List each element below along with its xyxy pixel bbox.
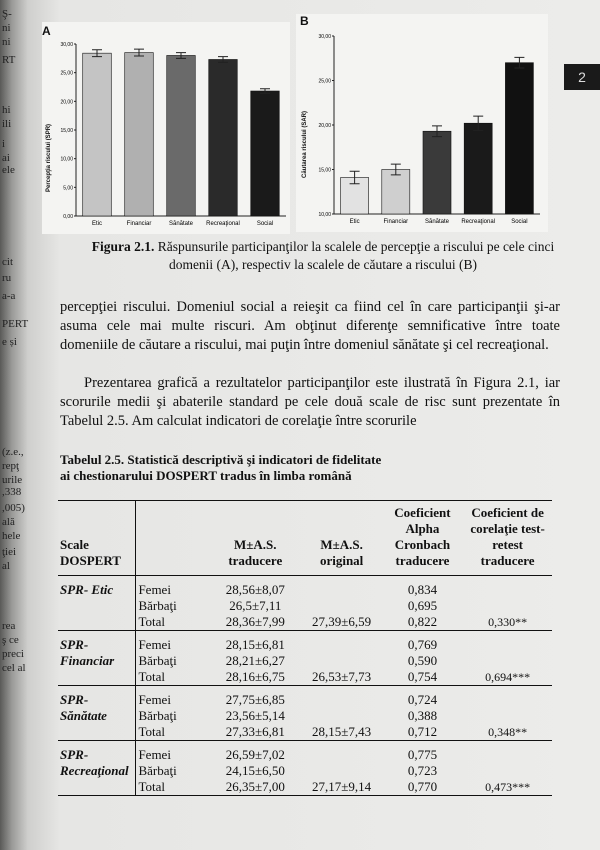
x-tick-label: Etic — [349, 219, 360, 225]
mas-original: 27,39±6,59 — [312, 614, 372, 629]
margin-fragment: cel al — [2, 662, 26, 674]
mas-traducere: 23,56±5,14 — [225, 708, 285, 723]
mas-original — [302, 631, 382, 654]
mas-original — [302, 686, 382, 709]
row-label: Total — [138, 724, 165, 739]
bar-sănătate — [423, 131, 451, 214]
x-tick-label: Sănătate — [168, 221, 194, 227]
y-tick-label: 30,00 — [318, 34, 331, 40]
x-tick-label: Recreaţional — [206, 221, 240, 227]
mas-original: 27,17±9,14 — [312, 779, 372, 794]
mas-original — [302, 763, 382, 779]
margin-fragment: a-a — [2, 290, 16, 302]
alpha-cronbach: 0,754 — [407, 669, 438, 684]
mas-traducere: 28,56±8,07 — [225, 582, 285, 597]
margin-fragment: i — [2, 138, 6, 150]
margin-fragment: preci — [2, 648, 24, 660]
margin-fragment: RT — [2, 54, 16, 66]
scale-name: SPR- Financiar — [58, 631, 136, 686]
margin-fragment: ,005) — [2, 502, 25, 514]
mas-original: 28,15±7,43 — [312, 724, 372, 739]
y-tick-label: 15,00 — [60, 128, 73, 134]
header-label — [136, 501, 209, 576]
margin-fragment: al — [2, 560, 10, 572]
row-label: Bărbaţi — [138, 653, 177, 668]
bar-chart-a — [42, 22, 290, 234]
bar-sănătate — [167, 55, 196, 216]
mas-traducere: 28,36±7,99 — [225, 614, 285, 629]
test-retest: 0,694*** — [485, 670, 531, 684]
bar-financiar — [382, 170, 410, 215]
margin-fragment: hele — [2, 530, 21, 542]
header-mas-trad: M±A.S. traducere — [228, 537, 283, 568]
alpha-cronbach: 0,822 — [407, 614, 438, 629]
test-retest — [463, 763, 552, 779]
header-mas-orig: M±A.S. original — [319, 537, 364, 568]
alpha-cronbach: 0,769 — [407, 637, 438, 652]
y-tick-label: 20,00 — [60, 99, 73, 106]
test-retest — [463, 708, 552, 724]
margin-fragment: ele — [2, 164, 15, 176]
dospert-table — [58, 500, 552, 796]
bar-recreaţional — [464, 123, 492, 214]
panel-b-letter: B — [300, 14, 309, 28]
row-label: Bărbaţi — [138, 708, 177, 723]
row-label: Bărbaţi — [138, 598, 177, 613]
margin-fragment: e și — [2, 336, 17, 348]
mas-traducere: 26,5±7,11 — [229, 598, 282, 613]
paragraph-2: Prezentarea grafică a rezultatelor participanţilor este ilustrată în Figura 2.1, iar scorurile medii şi abaterile standard pe cele două scale de risc sunt prezentate în Tabelul 2.5. Am calculat indicatori de corelaţie între scorurile — [60, 375, 560, 429]
margin-fragment: ş ce — [2, 634, 19, 646]
test-retest: 0,473*** — [485, 780, 531, 794]
scale-name: SPR- Sănătate — [58, 686, 136, 741]
alpha-cronbach: 0,834 — [407, 582, 438, 597]
mas-original — [302, 576, 382, 599]
mas-traducere: 26,35±7,00 — [225, 779, 285, 794]
y-tick-label: 0,00 — [63, 214, 73, 220]
panel-b-ylabel: Căutarea riscului (SAR) — [302, 110, 308, 178]
row-label: Total — [138, 669, 165, 684]
mas-traducere: 28,21±6,27 — [225, 653, 285, 668]
y-tick-label: 15,00 — [318, 167, 331, 174]
table-row — [58, 686, 552, 709]
header-scale: Scale DOSPERT — [58, 501, 136, 576]
bar-social — [251, 91, 280, 216]
y-tick-label: 10,00 — [318, 212, 331, 218]
chart-panel-a — [42, 22, 290, 234]
margin-fragment: ală — [2, 516, 15, 528]
mas-traducere: 27,75±6,85 — [225, 692, 285, 707]
y-tick-label: 20,00 — [318, 123, 331, 129]
alpha-cronbach: 0,723 — [407, 763, 438, 778]
mas-original: 26,53±7,73 — [312, 669, 372, 684]
x-tick-label: Social — [511, 219, 528, 225]
scale-name: SPR- Etic — [58, 576, 136, 631]
bar-etic — [83, 53, 112, 216]
margin-fragment: cit — [2, 256, 13, 268]
mas-traducere: 28,16±6,75 — [225, 669, 285, 684]
table-row — [58, 631, 552, 654]
row-label: Femei — [138, 637, 171, 652]
bar-financiar — [125, 53, 154, 216]
margin-fragment: ţiei — [2, 546, 17, 558]
test-retest — [463, 686, 552, 709]
x-tick-label: Recreaţional — [461, 219, 496, 225]
table-row — [58, 576, 552, 599]
table-title-line-2: ai chestionarului DOSPERT tradus în limba română — [60, 468, 352, 483]
table-title — [60, 452, 540, 484]
table-title-line-1: Tabelul 2.5. Statistică descriptivă şi indicatori de fidelitate — [60, 452, 382, 467]
margin-fragment: repţ — [2, 460, 20, 472]
panel-a-letter: A — [42, 24, 51, 38]
margin-fragment: (z.e., — [2, 446, 24, 458]
margin-fragment: ,338 — [2, 486, 22, 498]
margin-fragment: ili — [2, 118, 12, 130]
alpha-cronbach: 0,770 — [407, 779, 438, 794]
y-tick-label: 25,00 — [318, 78, 331, 85]
mas-traducere: 27,33±6,81 — [225, 724, 285, 739]
bar-social — [505, 63, 533, 214]
row-label: Femei — [138, 582, 171, 597]
test-retest — [463, 653, 552, 669]
test-retest — [463, 741, 552, 764]
y-tick-label: 25,00 — [60, 70, 73, 77]
chart-panel-b — [296, 14, 548, 232]
mas-traducere: 24,15±6,50 — [225, 763, 285, 778]
alpha-cronbach: 0,775 — [407, 747, 438, 762]
header-corel: Coeficient de corelaţie test-retest traducere — [470, 505, 545, 568]
row-label: Total — [138, 779, 165, 794]
alpha-cronbach: 0,724 — [407, 692, 438, 707]
alpha-cronbach: 0,695 — [407, 598, 438, 613]
chapter-tab: 2 — [564, 64, 600, 90]
margin-fragment: rea — [2, 620, 16, 632]
margin-fragment: ai — [2, 152, 10, 164]
mas-original — [302, 708, 382, 724]
header-alpha: Coeficient Alpha Cronbach traducere — [394, 505, 451, 568]
row-label: Total — [138, 614, 165, 629]
margin-fragment: ru — [2, 272, 12, 284]
row-label: Femei — [138, 747, 171, 762]
y-tick-label: 30,00 — [60, 42, 73, 48]
row-label: Bărbaţi — [138, 763, 177, 778]
x-tick-label: Financiar — [126, 221, 152, 227]
panel-a-ylabel: Percepţia riscului (SPR) — [46, 123, 52, 192]
table-row — [58, 741, 552, 764]
row-label: Femei — [138, 692, 171, 707]
x-tick-label: Etic — [91, 221, 103, 227]
caption-label: Figura 2.1. — [91, 239, 155, 254]
caption-text: Răspunsurile participanţilor la scalele de percepţie a riscului pe cele cinci domenii (A), respectiv la scalele de căutare a riscului (B) — [154, 239, 555, 272]
mas-original — [302, 598, 382, 614]
x-tick-label: Social — [256, 221, 274, 227]
alpha-cronbach: 0,388 — [407, 708, 438, 723]
margin-fragment: PERT — [2, 318, 29, 330]
test-retest — [463, 576, 552, 599]
alpha-cronbach: 0,712 — [407, 724, 438, 739]
x-tick-label: Sănătate — [424, 219, 450, 225]
test-retest: 0,348** — [488, 725, 528, 739]
mas-traducere: 28,15±6,81 — [225, 637, 285, 652]
margin-fragment: urile — [2, 474, 23, 486]
bar-chart-b — [296, 14, 548, 232]
test-retest: 0,330** — [488, 615, 528, 629]
y-tick-label: 10,00 — [60, 156, 73, 163]
x-tick-label: Financiar — [383, 219, 409, 225]
mas-original — [302, 741, 382, 764]
paragraph-1: percepţiei riscului. Domeniul social a reieşit ca fiind cel în care participanţii şi-ar asuma cele mai multe riscuri. Am obţinut diferenţe semnificative între toate domeniile de căutare a riscului, mai puţin între domeniul sănătate şi cel recreaţional. — [60, 299, 560, 353]
margin-fragment: hi — [2, 104, 11, 116]
test-retest — [463, 631, 552, 654]
scale-name: SPR- Recreaţional — [58, 741, 136, 796]
test-retest — [463, 598, 552, 614]
margin-fragment: Ş- — [2, 8, 12, 20]
margin-fragment: ni — [2, 36, 11, 48]
mas-original — [302, 653, 382, 669]
y-tick-label: 5,00 — [63, 185, 73, 192]
bar-recreaţional — [209, 59, 238, 216]
mas-traducere: 26,59±7,02 — [225, 747, 285, 762]
alpha-cronbach: 0,590 — [407, 653, 438, 668]
figure-caption — [88, 238, 558, 274]
margin-fragment: ni — [2, 22, 11, 34]
